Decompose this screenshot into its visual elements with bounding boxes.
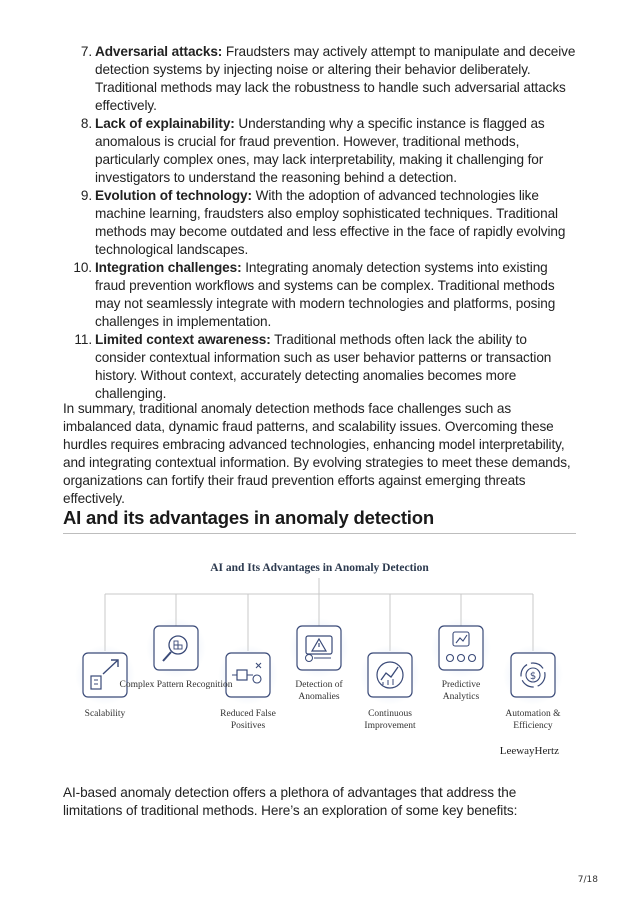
figure-label-false-positives: Reduced False Positives: [220, 709, 276, 731]
list-item-text: Traditional methods often lack the ability to consider contextual information such as user behavior patterns or transaction history. Without context, accurately detecting anomalies becomes more challenging.: [95, 332, 552, 401]
list-item-title: Evolution of technology:: [95, 188, 252, 203]
section-heading: AI and its advantages in anomaly detection: [63, 507, 434, 528]
list-item: [63, 43, 578, 115]
warning-monitor-icon: [289, 618, 349, 678]
figure-label-automation: Automation & Efficiency: [505, 709, 561, 731]
page-number: 7/18: [577, 875, 598, 885]
advantages-infographic: [63, 548, 576, 778]
figure-label-improvement: Continuous Improvement: [364, 709, 416, 731]
circuit-icon: [218, 645, 278, 705]
list-item-text: Understanding why a specific instance is flagged as anomalous is crucial for fraud prevention. However, traditional methods, particularly complex ones, may lack interpretability, making it challenging for investigators to understand the reasoning behind a detection.: [95, 116, 545, 185]
list-item-title: Lack of explainability:: [95, 116, 235, 131]
list-item-text: Fraudsters may actively attempt to manipulate and deceive detection systems by injecting noise or altering their behavior deliberately. Traditional methods may lack the robustness to handle such adversarial attacks effectively.: [95, 44, 576, 113]
challenges-list: [63, 43, 578, 403]
heading-divider: [63, 533, 576, 534]
analytics-icon: [431, 618, 491, 678]
list-item: [63, 259, 578, 331]
figure-title: AI and Its Advantages in Anomaly Detection: [210, 562, 429, 574]
summary-paragraph: In summary, traditional anomaly detection methods face challenges such as imbalanced data, dynamic fraud patterns, and scalability issues. Overcoming these hurdles requires embracing advanced technologies, enhancing model interpretability, and integrating contextual information. By evolving strategies to meet these demands, organizations can fortify their fraud prevention efforts against emerging threats effectively.: [63, 401, 571, 506]
svg-text:$: $: [529, 671, 537, 682]
figure-label-predictive: Predictive Analytics: [441, 680, 481, 702]
list-number: 11.: [74, 332, 92, 347]
list-number: 9.: [80, 188, 92, 203]
list-number: 8.: [80, 116, 92, 131]
brand-logo: LeewayHertz: [499, 745, 559, 757]
list-item-title: Adversarial attacks:: [95, 44, 223, 59]
list-number: 7.: [80, 44, 92, 59]
list-number: 10.: [73, 260, 92, 275]
list-item: [63, 331, 578, 403]
list-item-text: Integrating anomaly detection systems into existing fraud prevention workflows and systems can be complex. Traditional methods may not seamlessly integrate with modern technologies and platforms, posing challenges in implementation.: [95, 260, 556, 329]
closing-paragraph: AI-based anomaly detection offers a plethora of advantages that address the limitations of traditional methods. Here’s an exploration of some key benefits:: [63, 785, 518, 818]
scalability-icon: [75, 645, 135, 705]
figure-label-pattern: Complex Pattern Recognition: [119, 680, 233, 690]
automation-icon: [503, 645, 563, 705]
list-item-title: Limited context awareness:: [95, 332, 271, 347]
pattern-recognition-icon: [146, 618, 206, 678]
figure-label-scalability: Scalability: [84, 709, 126, 719]
list-item-title: Integration challenges:: [95, 260, 242, 275]
list-item: [63, 187, 578, 259]
improvement-graph-icon: [360, 645, 420, 705]
list-item-text: With the adoption of advanced technologies like machine learning, fraudsters also employ sophisticated techniques. Traditional methods may become outdated and less effective in the face of rapidly evolving technological landscapes.: [95, 188, 566, 257]
infographic-graphic: [63, 548, 576, 778]
list-item: [63, 115, 578, 187]
figure-label-detection: Detection of Anomalies: [295, 680, 343, 702]
